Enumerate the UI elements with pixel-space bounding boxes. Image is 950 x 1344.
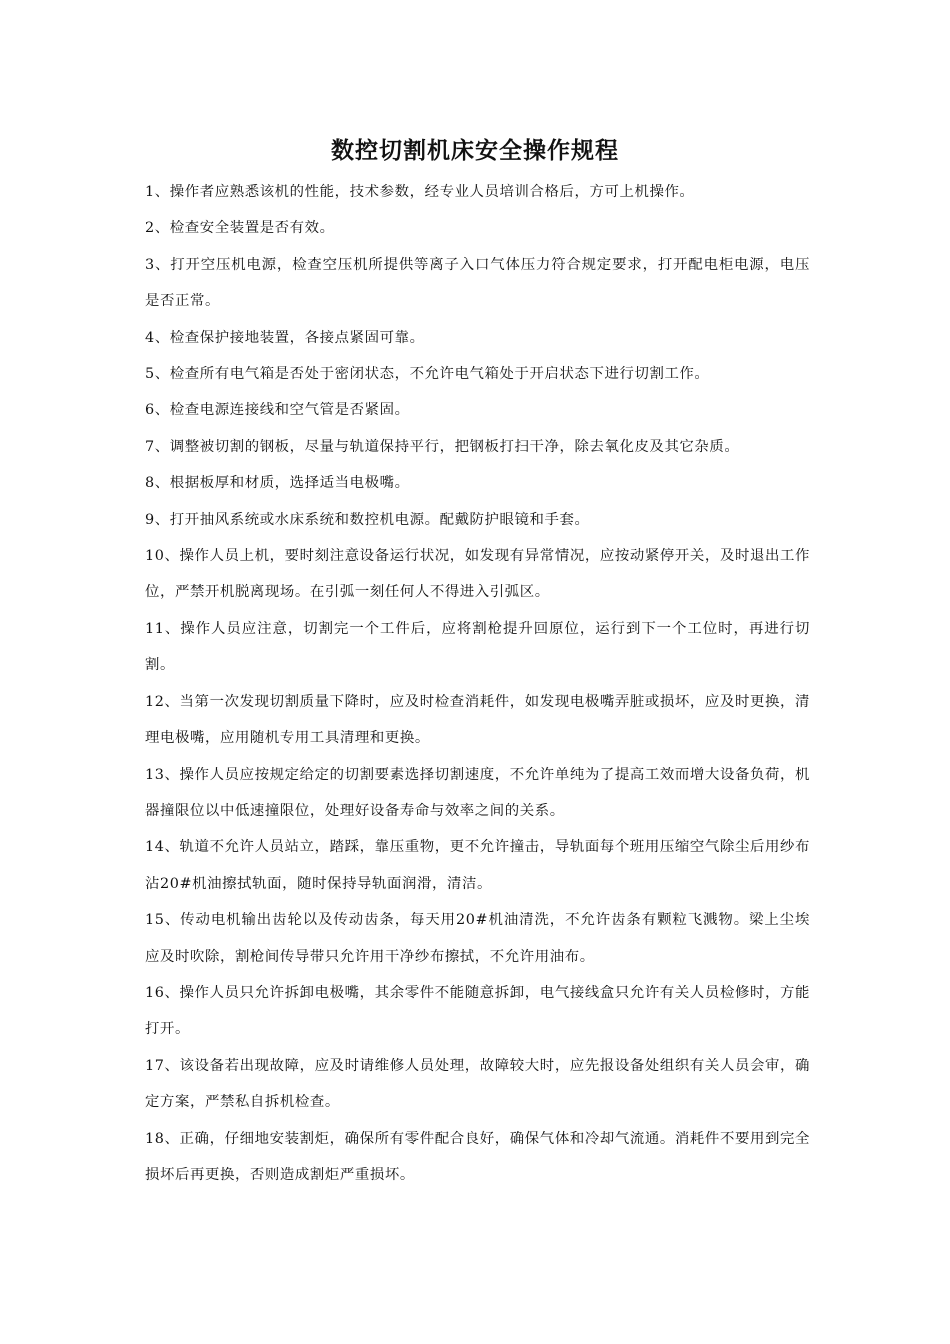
document-body [145, 174, 810, 1193]
rule-item-18: 18、正确，仔细地安装割炬，确保所有零件配合良好，确保气体和冷却气流通。消耗件不要用到完全损坏后再更换，否则造成割炬严重损坏。 [145, 1130, 810, 1183]
rule-item-15: 15、传动电机输出齿轮以及传动齿条，每天用20#机油清洗，不允许齿条有颗粒飞溅物。梁上尘埃应及时吹除，割枪间传导带只允许用干净纱布擦拭，不允许用油布。 [145, 912, 810, 965]
rule-item-7: 7、调整被切割的钢板，尽量与轨道保持平行，把钢板打扫干净，除去氧化皮及其它杂质。 [145, 438, 740, 455]
rule-item-13: 13、操作人员应按规定给定的切割要素选择切割速度，不允许单纯为了提高工效而增大设备负荷，机器撞限位以中低速撞限位，处理好设备寿命与效率之间的关系。 [145, 766, 810, 819]
rule-item-6: 6、检查电源连接线和空气管是否紧固。 [145, 402, 410, 419]
rule-item-16: 16、操作人员只允许拆卸电极嘴，其余零件不能随意拆卸，电气接线盒只允许有关人员检修时，方能打开。 [145, 984, 810, 1038]
rule-item-8: 8、根据板厚和材质，选择适当电极嘴。 [145, 475, 410, 492]
rule-item-14: 14、轨道不允许人员站立，踏踩，靠压重物，更不允许撞击，导轨面每个班用压缩空气除尘后用纱布沾20#机油擦拭轨面，随时保持导轨面润滑，清洁。 [145, 839, 810, 892]
rule-item-1: 1、操作者应熟悉该机的性能，技术参数，经专业人员培训合格后，方可上机操作。 [145, 184, 695, 200]
rule-item-9: 9、打开抽风系统或水床系统和数控机电源。配戴防护眼镜和手套。 [145, 511, 590, 528]
rule-item-5: 5、检查所有电气箱是否处于密闭状态，不允许电气箱处于开启状态下进行切割工作。 [145, 366, 710, 383]
rule-item-11: 11、操作人员应注意，切割完一个工件后，应将割枪提升回原位，运行到下一个工位时，再进行切割。 [145, 620, 810, 674]
rule-item-3: 3、打开空压机电源，检查空压机所提供等离子入口气体压力符合规定要求，打开配电柜电源，电压是否正常。 [145, 256, 810, 310]
rule-item-4: 4、检查保护接地装置，各接点紧固可靠。 [145, 329, 425, 346]
rule-item-2: 2、检查安全装置是否有效。 [145, 220, 335, 237]
document-title: 数控切割机床安全操作规程 [331, 138, 619, 164]
rule-item-12: 12、当第一次发现切割质量下降时，应及时检查消耗件，如发现电极嘴弄脏或损坏，应及时更换，清理电极嘴，应用随机专用工具清理和更换。 [145, 693, 810, 747]
rule-item-17: 17、该设备若出现故障，应及时请维修人员处理，故障较大时，应先报设备处组织有关人员会审，确定方案，严禁私自拆机检查。 [145, 1057, 810, 1111]
rule-item-10: 10、操作人员上机，要时刻注意设备运行状况，如发现有异常情况，应按动紧停开关，及时退出工作位，严禁开机脱离现场。在引弧一刻任何人不得进入引弧区。 [145, 548, 810, 601]
